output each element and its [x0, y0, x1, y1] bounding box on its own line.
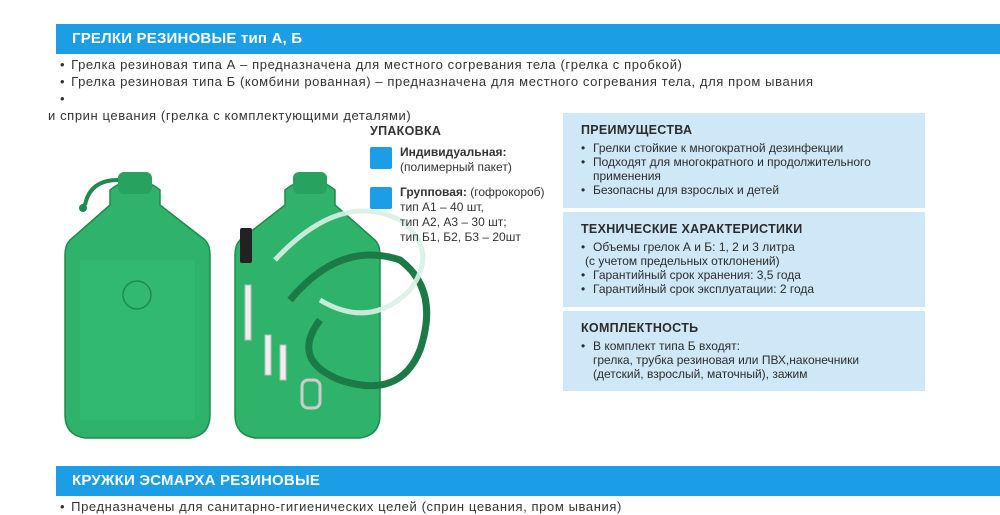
nozzle: [245, 285, 251, 340]
list-item: • В комплект типа Б входят:: [581, 339, 907, 353]
packaging-panel: [370, 124, 570, 255]
kit-box: [563, 311, 925, 391]
list-item: • Грелка резиновая типа Б (комбини рованная) – предназначена для местного согревания тела, для пром ывания: [60, 73, 960, 90]
list-item: • Подходят для многократного и продолжительного применения: [581, 155, 907, 183]
kit-line: грелка, трубка резиновая или ПВХ,наконечники: [593, 353, 860, 367]
list-item-continuation: (с учетом предельных отклонений): [585, 254, 780, 268]
packaging-title: УПАКОВКА: [370, 124, 442, 138]
list-item: • Грелка резиновая типа А – предназначена для местного согревания тела (грелка с пробкой): [60, 56, 960, 73]
list-item: • Грелки стойкие к многократной дезинфекции: [581, 141, 907, 155]
plug-icon: [240, 228, 252, 263]
nozzle: [265, 335, 271, 375]
advantages-title: ПРЕИМУЩЕСТВА: [581, 123, 693, 137]
specs-box: [563, 212, 925, 307]
list-item: • Гарантийный срок хранения: 3,5 года: [581, 268, 907, 282]
list-item: • Предназначены для санитарно-гигиенических целей (сприн цевания, пром ывания): [60, 498, 960, 515]
bottle-type-a: [65, 172, 210, 438]
packaging-individual: Индивидуальная: (полимерный пакет): [370, 145, 570, 175]
box-icon: [370, 187, 392, 209]
kit-title: КОМПЛЕКТНОСТЬ: [581, 321, 699, 335]
list-item-continuation: • и сприн цевания (грелка с комплектующими деталями): [60, 90, 960, 124]
advantages-box: [563, 113, 925, 208]
list-item: • Объемы грелок А и Б: 1, 2 и 3 литра: [581, 240, 907, 254]
esmarch-description: [60, 498, 960, 515]
package-icon: [370, 147, 392, 169]
section-header-esmarch-mugs: КРУЖКИ ЭСМАРХА РЕЗИНОВЫЕ: [56, 466, 1000, 496]
list-item: • Безопасны для взрослых и детей: [581, 183, 907, 197]
list-item: • Гарантийный срок эксплуатации: 2 года: [581, 282, 907, 296]
kit-line: (детский, взрослый, маточный), зажим: [593, 367, 808, 381]
specs-title: ТЕХНИЧЕСКИЕ ХАРАКТЕРИСТИКИ: [581, 222, 803, 236]
nozzle: [280, 345, 286, 380]
packaging-group: Групповая: (гофрокороб) тип А1 – 40 шт, тип А2, А3 – 30 шт; тип Б1, Б2, Б3 – 20шт: [370, 185, 570, 245]
section-header-hot-water-bottles: ГРЕЛКИ РЕЗИНОВЫЕ тип А, Б: [56, 24, 1000, 54]
